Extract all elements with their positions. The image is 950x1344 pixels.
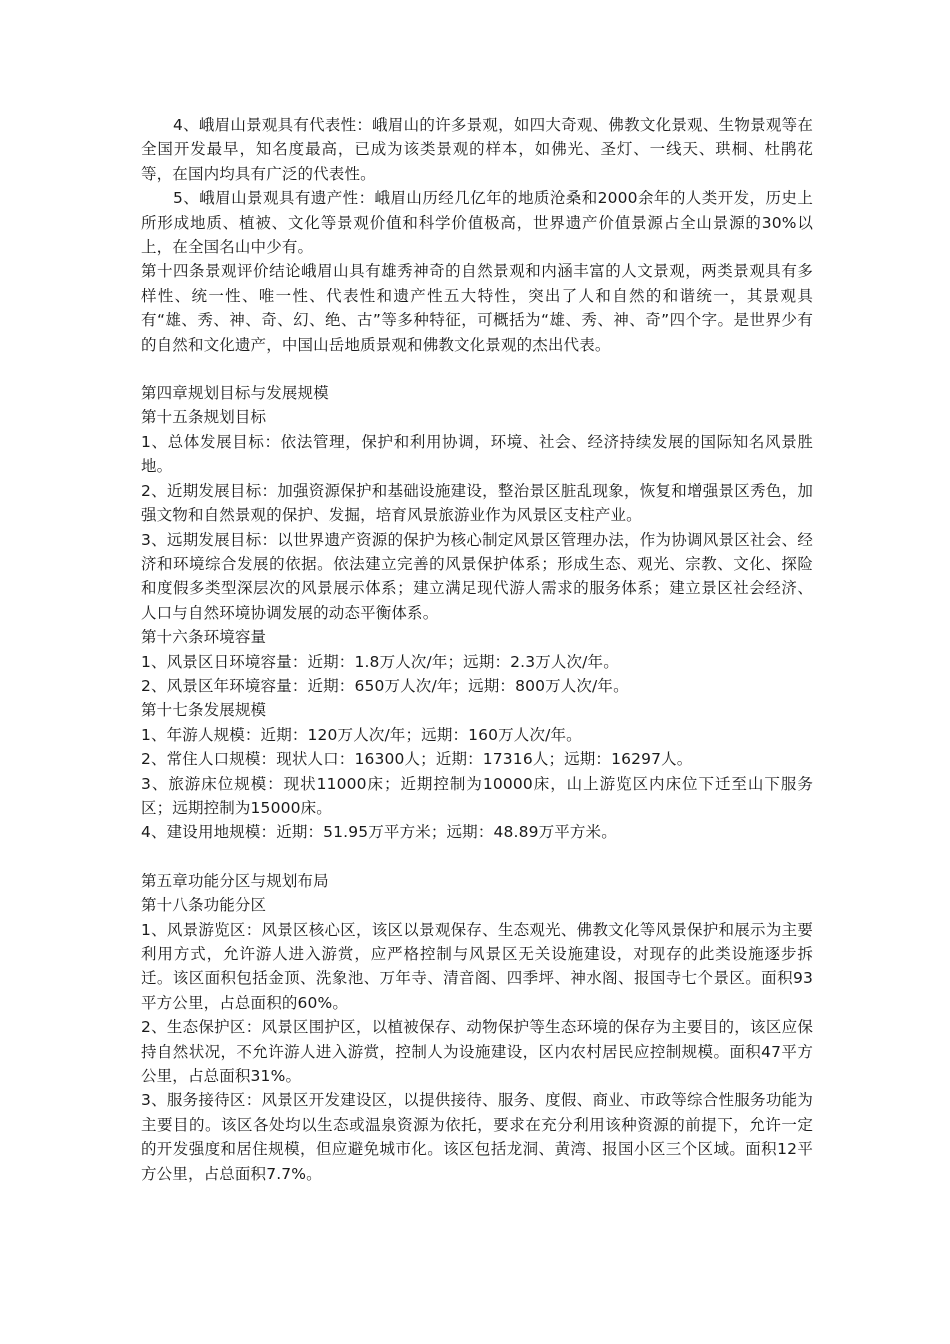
paragraph-representativeness: 4、峨眉山景观具有代表性：峨眉山的许多景观，如四大奇观、佛教文化景观、生物景观等在全国开发最早，知名度最高，已成为该类景观的样本，如佛光、圣灯、一线天、珙桐、杜鹃花等，在国内均具有广泛的代表性。 (141, 116, 813, 183)
paragraph-heritage: 5、峨眉山景观具有遗产性：峨眉山历经几亿年的地质沧桑和2000余年的人类开发，历史上所形成地质、植被、文化等景观价值和科学价值极高，世界遗产价值景源占全山景源的30%以上，在全国名山中少有。 (141, 189, 813, 257)
article-17-heading: 第十七条发展规模 (141, 701, 267, 720)
list-item: 3、远期发展目标：以世界遗产资源的保护为核心制定风景区管理办法，作为协调风景区社会、经济和环境综合发展的依据。依法建立完善的风景保护体系；形成生态、观光、宗教、文化、探险和度假多类型深层次的风景展示体系；建立满足现代游人需求的服务体系；建立景区社会经济、人口与自然环境协调发展的动态平衡体系。 (141, 530, 813, 622)
list-item: 1、风景区日环境容量：近期：1.8万人次/年；远期：2.3万人次/年。 (141, 652, 619, 671)
document-page (141, 113, 813, 1186)
list-item: 2、生态保护区：风景区围护区，以植被保存、动物保护等生态环境的保存为主要目的，该区应保持自然状况，不允许游人进入游赏，控制人为设施建设，区内农村居民应控制规模。面积47平方公里，占总面积31%。 (141, 1018, 813, 1086)
chapter-4-heading: 第四章规划目标与发展规模 (141, 384, 329, 403)
list-item: 1、年游人规模：近期：120万人次/年；远期：160万人次/年。 (141, 725, 582, 744)
list-item: 3、旅游床位规模：现状11000床；近期控制为10000床，山上游览区内床位下迁至山下服务区；远期控制为15000床。 (141, 774, 813, 817)
blank-line (141, 845, 813, 869)
article-18-heading: 第十八条功能分区 (141, 896, 267, 915)
article-16-heading: 第十六条环境容量 (141, 628, 267, 647)
list-item: 2、常住人口规模：现状人口：16300人；近期：17316人；远期：16297人。 (141, 750, 693, 769)
list-item: 1、总体发展目标：依法管理，保护和利用协调，环境、社会、经济持续发展的国际知名风景胜地。 (141, 432, 813, 476)
article-14-paragraph: 第十四条景观评价结论峨眉山具有雄秀神奇的自然景观和内涵丰富的人文景观，两类景观具有多样性、统一性、唯一性、代表性和遗产性五大特性，突出了人和自然的和谐统一，其景观具有“雄、秀、神、奇、幻、绝、古”等多种特征，可概括为“雄、秀、神、奇”四个字。是世界少有的自然和文化遗产，中国山岳地质景观和佛教文化景观的杰出代表。 (141, 262, 813, 354)
list-item: 2、近期发展目标：加强资源保护和基础设施建设，整治景区脏乱现象，恢复和增强景区秀色，加强文物和自然景观的保护、发掘，培育风景旅游业作为风景区支柱产业。 (141, 481, 813, 525)
list-item: 2、风景区年环境容量：近期：650万人次/年；远期：800万人次/年。 (141, 676, 629, 695)
blank-line (141, 357, 813, 381)
list-item: 4、建设用地规模：近期：51.95万平方米；远期：48.89万平方米。 (141, 823, 617, 842)
list-item: 3、服务接待区：风景区开发建设区，以提供接待、服务、度假、商业、市政等综合性服务功能为主要目的。该区各处均以生态或温泉资源为依托，要求在充分利用该种资源的前提下，允许一定的开发强度和居住规模，但应避免城市化。该区包括龙洞、黄湾、报国小区三个区域。面积12平方公里，占总面积7.7%。 (141, 1091, 813, 1183)
list-item: 1、风景游览区：风景区核心区，该区以景观保存、生态观光、佛教文化等风景保护和展示为主要利用方式，允许游人进入游赏，应严格控制与风景区无关设施建设，对现存的此类设施逐步拆迁。该区面积包括金顶、洗象池、万年寺、清音阁、四季坪、神水阁、报国寺七个景区。面积93平方公里，占总面积的60%。 (141, 920, 813, 1012)
article-15-heading: 第十五条规划目标 (141, 408, 267, 427)
chapter-5-heading: 第五章功能分区与规划布局 (141, 871, 329, 890)
